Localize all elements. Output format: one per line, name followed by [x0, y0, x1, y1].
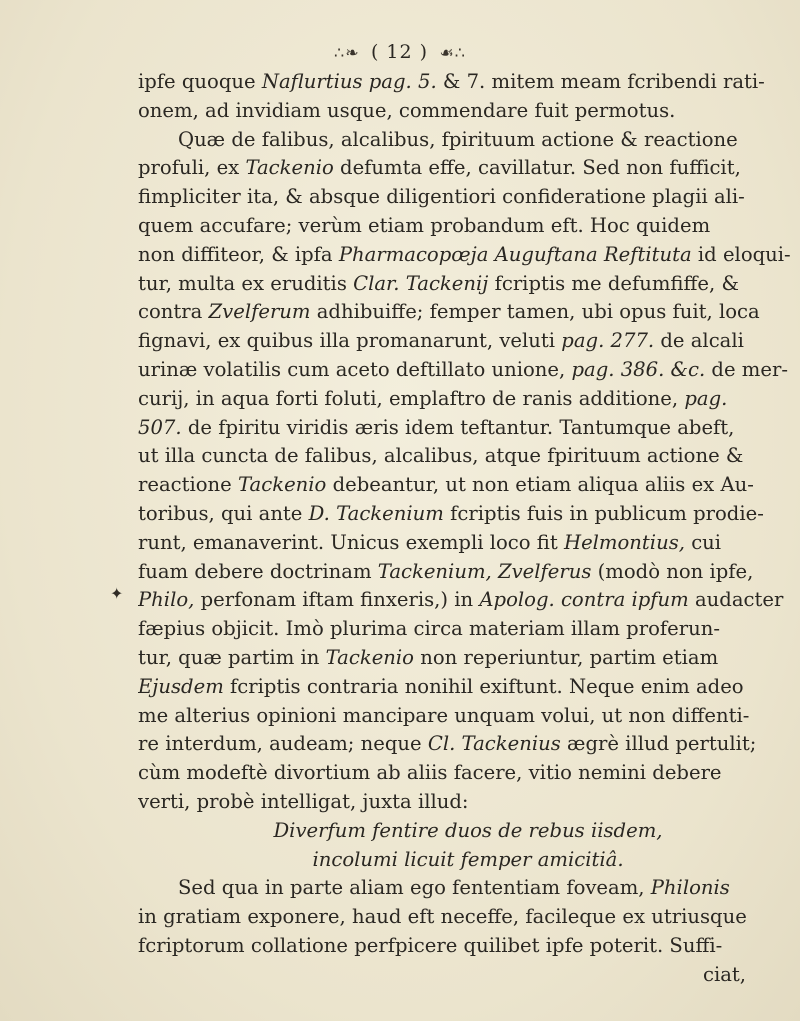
- text-run: debeantur, ut non etiam aliqua aliis ex Au-: [326, 473, 754, 497]
- text-run: tur, quæ partim in: [138, 645, 326, 669]
- text-run: de mer-: [705, 357, 788, 381]
- italic-text: Helmontius,: [563, 530, 685, 554]
- italic-text: Philonis: [650, 876, 730, 900]
- italic-text: Ejusdem: [138, 674, 224, 698]
- text-line: [138, 471, 798, 500]
- text-run: id eloqui-: [691, 242, 791, 266]
- italic-text: Tackenium, Zvelferus: [377, 559, 592, 583]
- text-line: [138, 442, 798, 471]
- text-line: [138, 183, 798, 212]
- text-run: in gratiam exponere, haud eft neceffe, facileque ex utriusque: [138, 905, 747, 929]
- text-run: tur, multa ex eruditis: [138, 271, 354, 295]
- text-line: [138, 759, 798, 788]
- text-line: [138, 874, 798, 903]
- text-run: cùm modeftè divortium ab aliis facere, vitio nemini debere: [138, 761, 722, 785]
- text-run: re interdum, audeam; neque: [138, 732, 428, 756]
- text-line: [138, 903, 798, 932]
- text-line: [138, 644, 798, 673]
- text-line: [138, 529, 798, 558]
- text-run: non diffiteor, & ipfa: [138, 242, 339, 266]
- text-line: [138, 500, 798, 529]
- text-run: Quæ de falibus, alcalibus, fpirituum actione & reactione: [178, 127, 738, 151]
- text-run: fcriptis contraria nonihil exiftunt. Neque enim adeo: [223, 674, 744, 698]
- text-run: fignavi, ex quibus illa promanarunt, veluti: [138, 329, 562, 353]
- text-line: [138, 327, 798, 356]
- text-run: quem accufare; verùm etiam probandum eft. Hoc quidem: [138, 213, 711, 237]
- italic-text: Pharmacopœja Auguftana Reftituta: [338, 242, 692, 266]
- text-run: defumta effe, cavillatur. Sed non fufficit,: [333, 156, 741, 180]
- text-run: de fpiritu viridis æris idem teftantur. Tantumque abeft,: [181, 415, 735, 439]
- text-run: ciat,: [702, 962, 746, 986]
- text-run: fcriptis me defumfiffe, &: [488, 271, 739, 295]
- text-line: [138, 702, 798, 731]
- text-line: [138, 241, 798, 270]
- text-run: fuam debere doctrinam: [138, 559, 378, 583]
- text-run: curij, in aqua forti foluti, emplaftro de ranis additione,: [138, 386, 685, 410]
- ornament-right-icon: ☙∴: [439, 43, 466, 62]
- text-line: [138, 961, 798, 990]
- text-run: fcriptorum collatione perfpicere quilibet ipfe poterit. Suffi-: [138, 933, 723, 957]
- text-line: [138, 126, 798, 155]
- text-line: [138, 817, 798, 846]
- text-run: perfonam iftam finxeris,) in: [194, 588, 480, 612]
- text-line: [138, 385, 798, 414]
- italic-text: pag. 277.: [561, 329, 655, 353]
- text-run: me alterius opinioni mancipare unquam volui, ut non diffenti-: [138, 703, 750, 727]
- italic-text: 507.: [138, 415, 182, 439]
- text-run: adhibuiffe; femper tamen, ubi opus fuit, loca: [310, 300, 760, 324]
- italic-text: Clar. Tackenij: [353, 271, 489, 295]
- text-run: audacter: [688, 588, 784, 612]
- text-run: de alcali: [654, 329, 744, 353]
- italic-text: Apolog. contra ipfum: [479, 588, 689, 612]
- text-run: onem, ad invidiam usque, commendare fuit permotus.: [138, 98, 676, 122]
- italic-text: incolumi licuit femper amicitiâ.: [312, 847, 624, 871]
- text-line: [138, 212, 798, 241]
- text-run: verti, probè intelligat, juxta illud:: [138, 789, 469, 813]
- text-run: fæpius objicit. Imò plurima circa materiam illam proferun-: [138, 617, 720, 641]
- text-line: [138, 932, 798, 961]
- text-run: fimpliciter ita, & absque diligentiori confideratione plagii ali-: [138, 185, 745, 209]
- italic-text: Naflurtius pag. 5.: [261, 70, 437, 93]
- text-line: [138, 68, 798, 97]
- body-text: [138, 68, 798, 990]
- text-line: [138, 730, 798, 759]
- italic-text: Cl. Tackenius: [427, 732, 561, 756]
- italic-text: Tackenio: [238, 473, 327, 497]
- text-line: [138, 270, 798, 299]
- text-line: [138, 586, 798, 615]
- text-run: non reperiuntur, partim etiam: [413, 645, 719, 669]
- text-run: runt, emanaverint. Unicus exempli loco fit: [138, 530, 564, 554]
- italic-text: Zvelferum: [208, 300, 311, 324]
- text-line: [138, 673, 798, 702]
- text-line: [138, 846, 798, 875]
- text-line: [138, 558, 798, 587]
- text-line: [138, 414, 798, 443]
- text-line: [138, 615, 798, 644]
- margin-marker-icon: ✦: [110, 584, 124, 603]
- page-header: [0, 36, 800, 66]
- text-run: (modò non ipfe,: [591, 559, 754, 583]
- text-run: ægrè illud pertulit;: [560, 732, 757, 756]
- text-line: [138, 788, 798, 817]
- text-run: profuli, ex: [138, 156, 246, 180]
- text-line: [138, 97, 798, 126]
- italic-text: Philo,: [138, 588, 195, 612]
- italic-text: pag. 386. &c.: [571, 357, 706, 381]
- text-run: Sed qua in parte aliam ego fententiam foveam,: [178, 876, 651, 900]
- text-run: reactione: [138, 473, 238, 497]
- italic-text: D. Tackenium: [308, 501, 444, 525]
- text-run: fcriptis fuis in publicum prodie-: [443, 501, 764, 525]
- text-run: urinæ volatilis cum aceto deftillato unione,: [138, 357, 572, 381]
- text-run: ut illa cuncta de falibus, alcalibus, atque fpirituum actione &: [138, 444, 744, 468]
- italic-text: Diverfum fentire duos de rebus iisdem,: [273, 818, 663, 842]
- text-line: [138, 154, 798, 183]
- text-line: [138, 298, 798, 327]
- text-run: & 7. mitem meam fcribendi rati-: [436, 70, 765, 93]
- text-run: toribus, qui ante: [138, 501, 309, 525]
- text-line: [138, 356, 798, 385]
- text-run: ipfe quoque: [138, 70, 262, 93]
- italic-text: Tackenio: [325, 645, 414, 669]
- italic-text: Tackenio: [245, 156, 334, 180]
- text-run: cui: [684, 530, 722, 554]
- ornament-left-icon: ∴❧: [334, 43, 360, 62]
- italic-text: pag.: [684, 386, 728, 410]
- text-run: contra: [138, 300, 209, 324]
- page-number: ( 12 ): [370, 41, 429, 63]
